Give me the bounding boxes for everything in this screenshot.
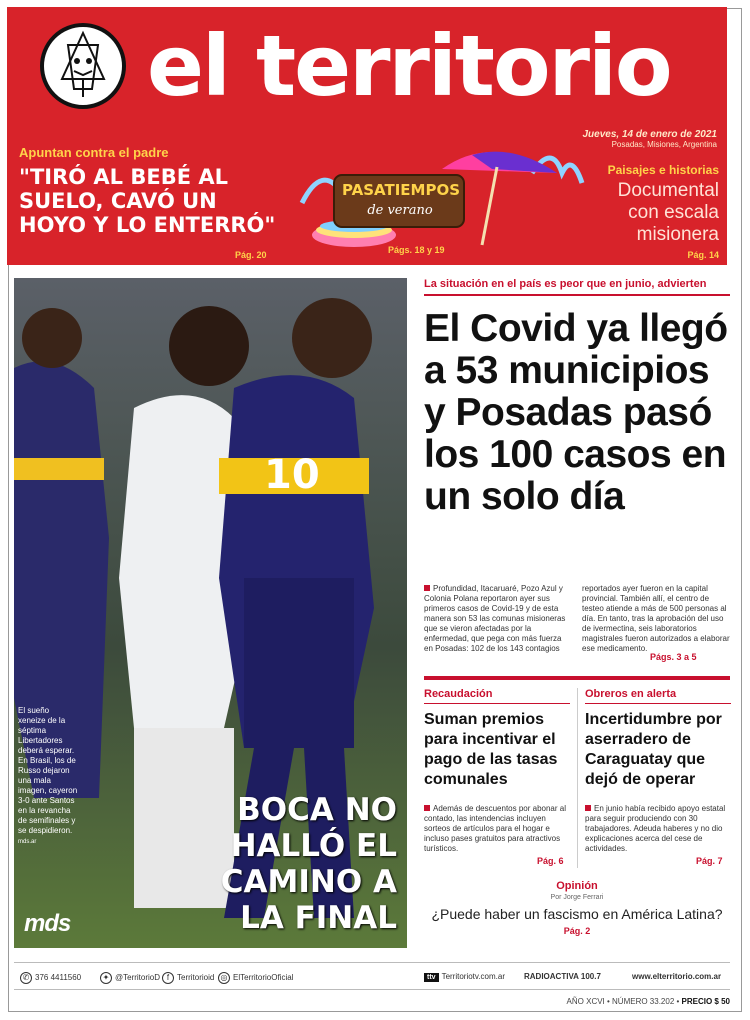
story-left-body-text: Además de descuentos por abonar al contado, las intendencias incluyen sorteos de artículos para el hogar e incluso pases gratuitos para atractivos turísticos. bbox=[424, 804, 566, 853]
opinion-byline: Por Jorge Ferrari bbox=[550, 894, 604, 901]
logo-emblem bbox=[40, 23, 126, 109]
top-strip bbox=[7, 125, 727, 265]
story-left-headline: Suman premios para incentivar el pago de las tasas comunales bbox=[424, 711, 558, 788]
date: Jueves, 14 de enero de 2021 bbox=[582, 129, 717, 140]
facebook-handle: Territorioid bbox=[177, 973, 215, 983]
photo-credit: mds.ar bbox=[18, 839, 37, 845]
tv-site: Territoriotv.com.ar bbox=[441, 972, 505, 981]
pasatiempos-title: PASATIEMPOS bbox=[342, 181, 461, 199]
twitter-icon: ✦ bbox=[100, 972, 112, 984]
pasatiempos-promo[interactable] bbox=[292, 133, 592, 259]
photo-headline: BOCA NO HALLÓ EL CAMINO A LA FINAL bbox=[220, 792, 397, 936]
teaser-right-kicker: Paisajes e historias bbox=[607, 163, 719, 177]
opinion-page: Pág. 2 bbox=[563, 926, 591, 936]
photo-caption-text: El sueño xeneize de la séptima Libertadores deberá esperar. En Brasil, los de Russo dejaron una mala imagen, cayeron 3-0 ante Santos en la revancha de semifinales y se despidieron. bbox=[18, 706, 78, 835]
teaser-left[interactable] bbox=[19, 145, 289, 237]
agency-logo: mds bbox=[24, 910, 71, 937]
opinion-box[interactable] bbox=[424, 880, 730, 936]
footer-radio[interactable]: RADIOACTIVA 100.7 bbox=[524, 972, 601, 981]
story-right-body-text: En junio había recibido apoyo estatal para seguir produciendo con 30 trabajadores. Adeuda haberes y no dio explicaciones acerca del cese de actividades. bbox=[585, 804, 726, 853]
main-body bbox=[424, 584, 730, 654]
footer-bar bbox=[14, 962, 730, 990]
teaser-right-deck: Documental con escala misionera bbox=[617, 180, 719, 245]
story-right-page: Pág. 7 bbox=[696, 856, 723, 866]
edition-number: NÚMERO 33.202 bbox=[612, 997, 675, 1006]
main-rule bbox=[424, 294, 730, 296]
teaser-left-page: Pág. 20 bbox=[235, 250, 267, 260]
opinion-question: ¿Puede haber un fascismo en América Latina? bbox=[431, 906, 723, 922]
svg-text:10: 10 bbox=[264, 452, 320, 498]
bullet-icon bbox=[585, 805, 591, 811]
story-right-headline: Incertidumbre por aserradero de Caraguatay que dejó de operar bbox=[585, 711, 722, 788]
main-story[interactable] bbox=[424, 278, 730, 518]
column-divider bbox=[577, 688, 578, 868]
place: Posadas, Misiones, Argentina bbox=[611, 140, 717, 149]
main-kicker: La situación en el país es peor que en junio, advierten bbox=[424, 278, 707, 290]
edition-info: AÑO XCVI • NÚMERO 33.202 • PRECIO $ 50 bbox=[566, 997, 730, 1006]
story-recaudacion[interactable] bbox=[424, 688, 570, 854]
edition-year: AÑO XCVI bbox=[566, 997, 605, 1006]
twitter-handle: @TerritorioD bbox=[115, 973, 161, 983]
instagram-icon: ◎ bbox=[218, 972, 230, 984]
footer-whatsapp[interactable] bbox=[20, 972, 81, 984]
story-right-body bbox=[585, 804, 731, 854]
story-left-rule bbox=[424, 703, 570, 704]
story-right-rule bbox=[585, 703, 731, 704]
dateline bbox=[582, 129, 717, 149]
tv-icon: ttv bbox=[424, 973, 439, 982]
lead-photo[interactable] bbox=[14, 278, 407, 948]
opinion-kicker: Opinión bbox=[556, 880, 598, 892]
main-headline: El Covid ya llegó a 53 municipios y Posadas pasó los 100 casos en un solo día bbox=[424, 307, 728, 518]
section-rule bbox=[424, 676, 730, 680]
facebook-icon: f bbox=[162, 972, 174, 984]
edition-price: PRECIO $ 50 bbox=[681, 997, 730, 1006]
pasatiempos-subtitle: de verano bbox=[367, 203, 433, 218]
story-obreros[interactable] bbox=[585, 688, 731, 854]
whatsapp-number: 376 4411560 bbox=[35, 973, 82, 983]
masthead bbox=[7, 7, 727, 125]
teaser-left-kicker: Apuntan contra el padre bbox=[19, 145, 169, 160]
teaser-right[interactable] bbox=[603, 163, 719, 260]
story-left-page: Pág. 6 bbox=[537, 856, 564, 866]
masthead-title: el territorio bbox=[147, 17, 671, 115]
pasatiempos-page: Págs. 18 y 19 bbox=[388, 245, 445, 255]
main-body-text: Profundidad, Itacaruaré, Pozo Azul y Colonia Polana reportaron ayer sus primeros casos de Covid-19 y de esta manera son 53 las comunas misioneras que se vieron afectadas por la enfermedad, que pega con más fuerza en Posadas: 102 de los 143 contagios reportados ayer fueron en la capital provincial. También allí, el centro de testeo atiende a más de 500 personas al día. En tanto, tras la aprobación del uso de ivermectina, seis laboratorios magistrales fueron autorizados a elaborar ese medicamento. bbox=[424, 584, 730, 653]
footer-twitter[interactable] bbox=[100, 972, 160, 984]
story-left-kicker: Recaudación bbox=[424, 688, 493, 700]
story-left-body bbox=[424, 804, 570, 854]
instagram-handle: ElTerritorioOficial bbox=[233, 973, 294, 983]
footer-instagram[interactable] bbox=[218, 972, 293, 984]
whatsapp-icon: ✆ bbox=[20, 972, 32, 984]
story-right-kicker: Obreros en alerta bbox=[585, 688, 677, 700]
photo-caption bbox=[18, 706, 78, 847]
teaser-left-headline: "TIRÓ AL BEBÉ AL SUELO, CAVÓ UN HOYO Y LO ENTERRÓ" bbox=[19, 165, 276, 237]
bullet-icon bbox=[424, 585, 430, 591]
footer-facebook[interactable] bbox=[162, 972, 214, 984]
teaser-right-page: Pág. 14 bbox=[687, 250, 719, 260]
footer-web[interactable]: www.elterritorio.com.ar bbox=[632, 972, 722, 981]
footer-tv[interactable] bbox=[424, 972, 505, 982]
main-page: Págs. 3 a 5 bbox=[650, 652, 697, 662]
bullet-icon bbox=[424, 805, 430, 811]
